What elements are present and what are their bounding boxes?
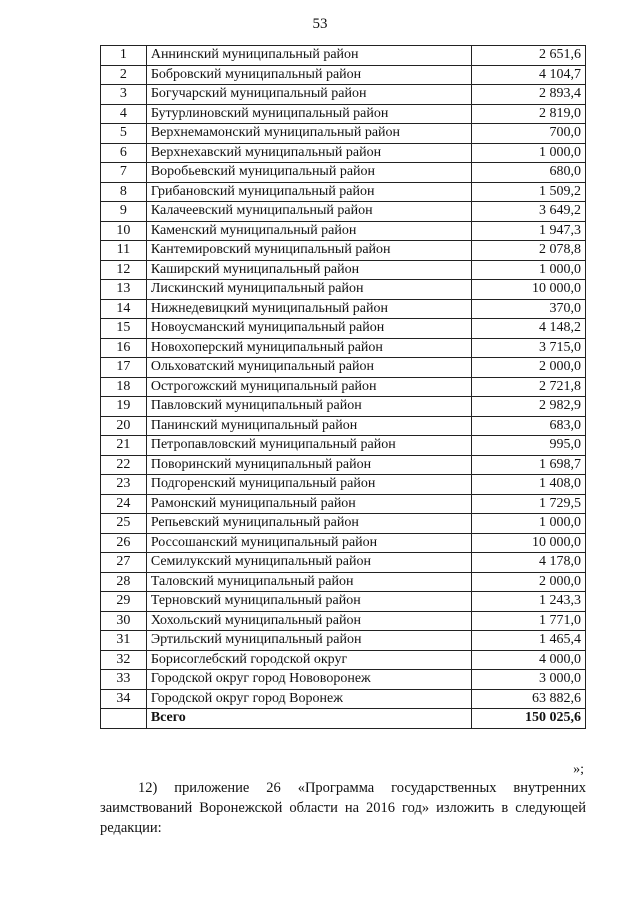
district-name: Лискинский муниципальный район bbox=[146, 280, 472, 300]
total-row bbox=[101, 709, 586, 729]
table-row bbox=[101, 358, 586, 378]
district-name: Хохольский муниципальный район bbox=[146, 611, 472, 631]
row-number: 19 bbox=[101, 397, 147, 417]
amount-value: 4 104,7 bbox=[472, 65, 586, 85]
table-row bbox=[101, 104, 586, 124]
district-name: Воробьевский муниципальный район bbox=[146, 163, 472, 183]
district-name: Каширский муниципальный район bbox=[146, 260, 472, 280]
district-name: Таловский муниципальный район bbox=[146, 572, 472, 592]
row-number: 2 bbox=[101, 65, 147, 85]
table-row bbox=[101, 143, 586, 163]
amount-value: 3 715,0 bbox=[472, 338, 586, 358]
amount-value: 3 000,0 bbox=[472, 670, 586, 690]
allocation-table bbox=[100, 45, 586, 729]
row-number: 17 bbox=[101, 358, 147, 378]
district-name: Нижнедевицкий муниципальный район bbox=[146, 299, 472, 319]
table-row bbox=[101, 611, 586, 631]
total-value: 150 025,6 bbox=[472, 709, 586, 729]
paragraph-text: 12) приложение 26 «Программа государственных внутренних заимствований Воронежской области на 2016 год» изложить в следующей редакции: bbox=[100, 780, 586, 836]
amount-value: 3 649,2 bbox=[472, 202, 586, 222]
table-row bbox=[101, 241, 586, 261]
district-name: Бутурлиновский муниципальный район bbox=[146, 104, 472, 124]
table-row bbox=[101, 319, 586, 339]
table-row bbox=[101, 202, 586, 222]
row-number: 26 bbox=[101, 533, 147, 553]
table-row bbox=[101, 46, 586, 66]
table-row bbox=[101, 182, 586, 202]
amount-value: 2 078,8 bbox=[472, 241, 586, 261]
row-number: 10 bbox=[101, 221, 147, 241]
district-name: Терновский муниципальный район bbox=[146, 592, 472, 612]
district-name: Городской округ город Нововоронеж bbox=[146, 670, 472, 690]
district-name: Калачеевский муниципальный район bbox=[146, 202, 472, 222]
table-row bbox=[101, 85, 586, 105]
amount-value: 10 000,0 bbox=[472, 280, 586, 300]
row-number: 34 bbox=[101, 689, 147, 709]
row-number: 13 bbox=[101, 280, 147, 300]
district-name: Бобровский муниципальный район bbox=[146, 65, 472, 85]
amount-value: 370,0 bbox=[472, 299, 586, 319]
table-row bbox=[101, 670, 586, 690]
row-number: 11 bbox=[101, 241, 147, 261]
district-name: Каменский муниципальный район bbox=[146, 221, 472, 241]
table-row bbox=[101, 514, 586, 534]
amount-value: 680,0 bbox=[472, 163, 586, 183]
district-name: Аннинский муниципальный район bbox=[146, 46, 472, 66]
table-row bbox=[101, 631, 586, 651]
row-number: 9 bbox=[101, 202, 147, 222]
amount-value: 2 000,0 bbox=[472, 572, 586, 592]
row-number: 29 bbox=[101, 592, 147, 612]
total-num-cell bbox=[101, 709, 147, 729]
row-number: 18 bbox=[101, 377, 147, 397]
row-number: 3 bbox=[101, 85, 147, 105]
district-name: Подгоренский муниципальный район bbox=[146, 475, 472, 495]
row-number: 27 bbox=[101, 553, 147, 573]
row-number: 7 bbox=[101, 163, 147, 183]
total-label: Всего bbox=[146, 709, 472, 729]
table-row bbox=[101, 455, 586, 475]
row-number: 33 bbox=[101, 670, 147, 690]
table-row bbox=[101, 397, 586, 417]
district-name: Борисоглебский городской округ bbox=[146, 650, 472, 670]
table-row bbox=[101, 572, 586, 592]
table-row bbox=[101, 650, 586, 670]
row-number: 21 bbox=[101, 436, 147, 456]
table-row bbox=[101, 494, 586, 514]
table-row bbox=[101, 163, 586, 183]
row-number: 22 bbox=[101, 455, 147, 475]
row-number: 6 bbox=[101, 143, 147, 163]
row-number: 14 bbox=[101, 299, 147, 319]
table-row bbox=[101, 65, 586, 85]
row-number: 25 bbox=[101, 514, 147, 534]
row-number: 15 bbox=[101, 319, 147, 339]
amount-value: 683,0 bbox=[472, 416, 586, 436]
amendment-paragraph bbox=[100, 778, 586, 838]
amount-value: 1 729,5 bbox=[472, 494, 586, 514]
table-row bbox=[101, 280, 586, 300]
row-number: 5 bbox=[101, 124, 147, 144]
table-row bbox=[101, 221, 586, 241]
district-name: Репьевский муниципальный район bbox=[146, 514, 472, 534]
district-name: Кантемировский муниципальный район bbox=[146, 241, 472, 261]
amount-value: 1 698,7 bbox=[472, 455, 586, 475]
table-row bbox=[101, 553, 586, 573]
amount-value: 2 000,0 bbox=[472, 358, 586, 378]
row-number: 28 bbox=[101, 572, 147, 592]
table-row bbox=[101, 592, 586, 612]
amount-value: 4 000,0 bbox=[472, 650, 586, 670]
district-name: Верхнемамонский муниципальный район bbox=[146, 124, 472, 144]
amount-value: 1 000,0 bbox=[472, 260, 586, 280]
amount-value: 2 893,4 bbox=[472, 85, 586, 105]
amount-value: 700,0 bbox=[472, 124, 586, 144]
row-number: 8 bbox=[101, 182, 147, 202]
table-row bbox=[101, 338, 586, 358]
district-name: Панинский муниципальный район bbox=[146, 416, 472, 436]
row-number: 4 bbox=[101, 104, 147, 124]
amount-value: 1 509,2 bbox=[472, 182, 586, 202]
amount-value: 63 882,6 bbox=[472, 689, 586, 709]
district-name: Верхнехавский муниципальный район bbox=[146, 143, 472, 163]
amount-value: 1 465,4 bbox=[472, 631, 586, 651]
table-row bbox=[101, 475, 586, 495]
district-name: Рамонский муниципальный район bbox=[146, 494, 472, 514]
amount-value: 1 947,3 bbox=[472, 221, 586, 241]
amount-value: 2 651,6 bbox=[472, 46, 586, 66]
table-row bbox=[101, 689, 586, 709]
district-name: Острогожский муниципальный район bbox=[146, 377, 472, 397]
amount-value: 1 000,0 bbox=[472, 143, 586, 163]
amount-value: 2 982,9 bbox=[472, 397, 586, 417]
row-number: 16 bbox=[101, 338, 147, 358]
row-number: 31 bbox=[101, 631, 147, 651]
district-name: Богучарский муниципальный район bbox=[146, 85, 472, 105]
closing-quote: »; bbox=[573, 762, 584, 777]
amount-value: 2 819,0 bbox=[472, 104, 586, 124]
district-name: Павловский муниципальный район bbox=[146, 397, 472, 417]
district-name: Ольховатский муниципальный район bbox=[146, 358, 472, 378]
amount-value: 995,0 bbox=[472, 436, 586, 456]
amount-value: 1 243,3 bbox=[472, 592, 586, 612]
district-name: Городской округ город Воронеж bbox=[146, 689, 472, 709]
district-name: Новохоперский муниципальный район bbox=[146, 338, 472, 358]
district-name: Грибановский муниципальный район bbox=[146, 182, 472, 202]
amount-value: 2 721,8 bbox=[472, 377, 586, 397]
row-number: 20 bbox=[101, 416, 147, 436]
table-row bbox=[101, 124, 586, 144]
table-row bbox=[101, 377, 586, 397]
row-number: 12 bbox=[101, 260, 147, 280]
district-name: Петропавловский муниципальный район bbox=[146, 436, 472, 456]
page-number: 53 bbox=[312, 16, 328, 32]
amount-value: 1 000,0 bbox=[472, 514, 586, 534]
row-number: 32 bbox=[101, 650, 147, 670]
amount-value: 1 771,0 bbox=[472, 611, 586, 631]
table-row bbox=[101, 533, 586, 553]
amount-value: 4 178,0 bbox=[472, 553, 586, 573]
row-number: 30 bbox=[101, 611, 147, 631]
row-number: 1 bbox=[101, 46, 147, 66]
table-row bbox=[101, 416, 586, 436]
table-row bbox=[101, 260, 586, 280]
district-name: Россошанский муниципальный район bbox=[146, 533, 472, 553]
row-number: 24 bbox=[101, 494, 147, 514]
district-name: Поворинский муниципальный район bbox=[146, 455, 472, 475]
amount-value: 10 000,0 bbox=[472, 533, 586, 553]
table-body bbox=[101, 46, 586, 729]
table-row bbox=[101, 436, 586, 456]
district-name: Эртильский муниципальный район bbox=[146, 631, 472, 651]
amount-value: 4 148,2 bbox=[472, 319, 586, 339]
amount-value: 1 408,0 bbox=[472, 475, 586, 495]
table-row bbox=[101, 299, 586, 319]
district-name: Новоусманский муниципальный район bbox=[146, 319, 472, 339]
row-number: 23 bbox=[101, 475, 147, 495]
district-name: Семилукский муниципальный район bbox=[146, 553, 472, 573]
